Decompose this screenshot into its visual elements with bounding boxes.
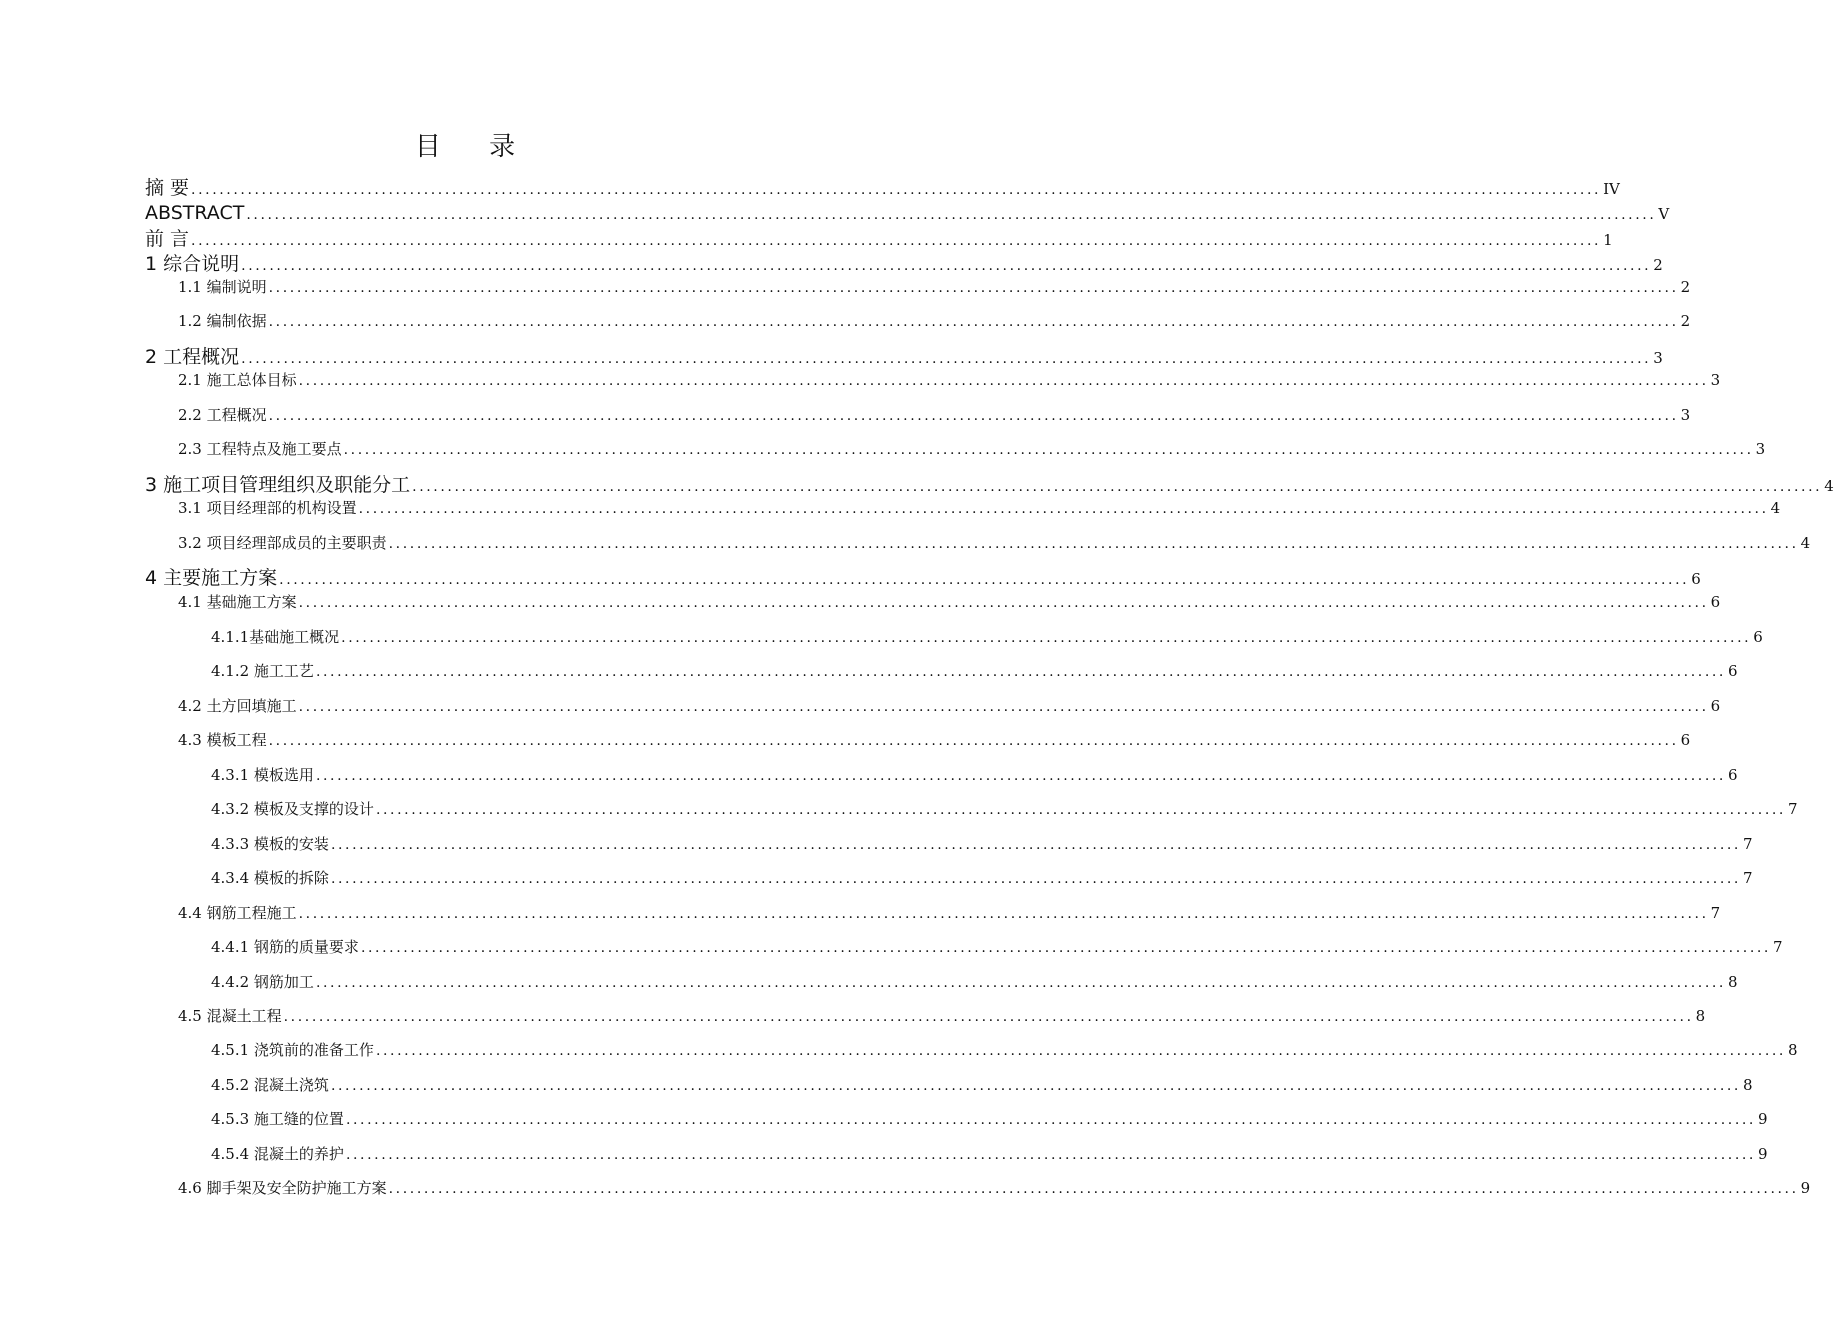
toc-dot-leader: ........................................................................................................................................................................................................ xyxy=(388,536,1799,552)
toc-entry-page-number: 3 xyxy=(1755,440,1766,458)
toc-entry-page-number: 8 xyxy=(1787,1041,1798,1059)
toc-entry-label: 4.5.4 混凝土的养护 xyxy=(211,1145,344,1163)
toc-entry[interactable] xyxy=(178,695,1721,717)
toc-entry-label: 1 综合说明 xyxy=(145,253,240,275)
toc-entry-label: ABSTRACT xyxy=(145,202,245,224)
toc-entry-label: 4.5 混凝土工程 xyxy=(178,1007,282,1025)
toc-entry[interactable] xyxy=(211,1143,1768,1165)
toc-entry[interactable] xyxy=(145,227,1613,251)
toc-dot-leader: ........................................................................................................................................................................................................ xyxy=(315,664,1726,680)
toc-entry-page-number: 6 xyxy=(1753,628,1763,646)
toc-entry-label: 4.3.3 模板的安装 xyxy=(211,835,329,853)
toc-entry-label: 1.2 编制依据 xyxy=(178,312,267,330)
toc-dot-leader: ........................................................................................................................................................................................................ xyxy=(268,314,1679,330)
toc-entry[interactable] xyxy=(178,310,1691,332)
toc-entry[interactable] xyxy=(211,936,1783,958)
toc-dot-leader: ........................................................................................................................................................................................................ xyxy=(315,768,1726,784)
toc-entry[interactable] xyxy=(145,566,1701,590)
toc-entry[interactable] xyxy=(211,764,1738,786)
toc-dot-leader: ........................................................................................................................................................................................................ xyxy=(241,258,1652,274)
toc-entry[interactable] xyxy=(178,532,1811,554)
toc-entry-label: 2.2 工程概况 xyxy=(178,406,267,424)
toc-entry-label: 4.5.3 施工缝的位置 xyxy=(211,1110,344,1128)
toc-dot-leader: ........................................................................................................................................................................................................ xyxy=(341,630,1752,646)
toc-entry[interactable] xyxy=(145,252,1663,276)
toc-entry-label: 2.1 施工总体目标 xyxy=(178,371,297,389)
toc-entry-label: 3.2 项目经理部成员的主要职责 xyxy=(178,534,387,552)
toc-entry-label: 4.6 脚手架及安全防护施工方案 xyxy=(178,1179,387,1197)
toc-entry-label: 4.5.1 浇筑前的准备工作 xyxy=(211,1041,374,1059)
toc-entry-page-number: 9 xyxy=(1757,1145,1768,1163)
toc-entry-page-number: 6 xyxy=(1680,731,1691,749)
toc-entry[interactable] xyxy=(145,473,1834,497)
toc-entry[interactable] xyxy=(211,1039,1798,1061)
toc-entry-label: 4.2 土方回填施工 xyxy=(178,697,297,715)
toc-entry-label: 4.3.4 模板的拆除 xyxy=(211,869,329,887)
toc-dot-leader: ........................................................................................................................................................................................................ xyxy=(298,699,1709,715)
toc-dot-leader: ........................................................................................................................................................................................................ xyxy=(375,802,1786,818)
toc-entry-page-number: 9 xyxy=(1757,1110,1768,1128)
toc-entry-page-number: 8 xyxy=(1742,1076,1753,1094)
toc-dot-leader: ........................................................................................................................................................................................................ xyxy=(283,1009,1694,1025)
toc-entry[interactable] xyxy=(211,626,1763,648)
toc-entry-label: 3 施工项目管理组织及职能分工 xyxy=(145,474,411,496)
toc-entry-page-number: V xyxy=(1658,205,1670,223)
toc-entry-label: 4.4.1 钢筋的质量要求 xyxy=(211,938,359,956)
toc-dot-leader: ........................................................................................................................................................................................................ xyxy=(360,940,1771,956)
toc-entry-label: 4.1.2 施工工艺 xyxy=(211,662,314,680)
toc-entry-label: 4 主要施工方案 xyxy=(145,567,278,589)
toc-dot-leader: ........................................................................................................................................................................................................ xyxy=(191,233,1602,249)
toc-entry-label: 4.3.1 模板选用 xyxy=(211,766,314,784)
toc-dot-leader: ........................................................................................................................................................................................................ xyxy=(298,906,1709,922)
toc-dot-leader: ........................................................................................................................................................................................................ xyxy=(268,408,1679,424)
toc-entry-page-number: 7 xyxy=(1787,800,1798,818)
toc-dot-leader: ........................................................................................................................................................................................................ xyxy=(279,572,1690,588)
toc-entry[interactable] xyxy=(178,497,1781,519)
toc-entry-page-number: 1 xyxy=(1603,231,1613,249)
toc-entry-page-number: 4 xyxy=(1770,499,1781,517)
toc-entry[interactable] xyxy=(211,660,1738,682)
toc-entry-page-number: 7 xyxy=(1710,904,1721,922)
toc-dot-leader: ........................................................................................................................................................................................................ xyxy=(388,1181,1799,1197)
toc-entry[interactable] xyxy=(178,369,1721,391)
toc-entry-page-number: 4 xyxy=(1800,534,1811,552)
toc-entry[interactable] xyxy=(178,404,1691,426)
toc-entry[interactable] xyxy=(211,798,1798,820)
toc-dot-leader: ........................................................................................................................................................................................................ xyxy=(345,1112,1756,1128)
toc-entry-page-number: 7 xyxy=(1742,869,1753,887)
toc-entry[interactable] xyxy=(178,902,1721,924)
toc-dot-leader: ........................................................................................................................................................................................................ xyxy=(375,1043,1786,1059)
toc-entry-page-number: 3 xyxy=(1680,406,1691,424)
toc-dot-leader: ........................................................................................................................................................................................................ xyxy=(298,595,1709,611)
toc-dot-leader: ........................................................................................................................................................................................................ xyxy=(268,280,1679,296)
toc-entry-label: 4.3.2 模板及支撑的设计 xyxy=(211,800,374,818)
toc-entry-label: 4.1.1基础施工概况 xyxy=(211,628,340,646)
toc-dot-leader: ........................................................................................................................................................................................................ xyxy=(343,442,1754,458)
toc-entry-label: 2.3 工程特点及施工要点 xyxy=(178,440,342,458)
toc-entry[interactable] xyxy=(178,1177,1811,1199)
toc-entry-page-number: 8 xyxy=(1727,973,1738,991)
toc-entry-label: 4.5.2 混凝土浇筑 xyxy=(211,1076,329,1094)
toc-entry-page-number: 2 xyxy=(1680,278,1691,296)
toc-entry[interactable] xyxy=(178,729,1691,751)
toc-entry-label: 4.3 模板工程 xyxy=(178,731,267,749)
toc-entry[interactable] xyxy=(211,833,1753,855)
toc-entry-page-number: 6 xyxy=(1691,570,1701,588)
toc-entry-label: 3.1 项目经理部的机构设置 xyxy=(178,499,357,517)
toc-entry-page-number: IV xyxy=(1603,180,1620,198)
toc-entry[interactable] xyxy=(178,438,1766,460)
toc-dot-leader: ........................................................................................................................................................................................................ xyxy=(268,733,1679,749)
toc-dot-leader: ........................................................................................................................................................................................................ xyxy=(246,207,1657,223)
toc-entry[interactable] xyxy=(178,276,1691,298)
toc-entry-page-number: 7 xyxy=(1772,938,1783,956)
toc-entry-label: 4.4 钢筋工程施工 xyxy=(178,904,297,922)
toc-entry[interactable] xyxy=(145,176,1620,200)
toc-dot-leader: ........................................................................................................................................................................................................ xyxy=(191,182,1602,198)
toc-entry[interactable] xyxy=(145,345,1663,369)
toc-entry-page-number: 3 xyxy=(1710,371,1721,389)
toc-entry-page-number: 8 xyxy=(1695,1007,1706,1025)
toc-entry-label: 摘 要 xyxy=(145,177,190,199)
toc-entry-page-number: 3 xyxy=(1653,349,1663,367)
toc-entry[interactable] xyxy=(211,867,1753,889)
toc-entry[interactable] xyxy=(211,971,1738,993)
toc-dot-leader: ........................................................................................................................................................................................................ xyxy=(345,1147,1756,1163)
toc-entry-label: 4.1 基础施工方案 xyxy=(178,593,297,611)
toc-entry-label: 2 工程概况 xyxy=(145,346,240,368)
toc-dot-leader: ........................................................................................................................................................................................................ xyxy=(330,837,1741,853)
toc-dot-leader: ........................................................................................................................................................................................................ xyxy=(330,1078,1741,1094)
toc-dot-leader: ........................................................................................................................................................................................................ xyxy=(330,871,1741,887)
toc-entry-page-number: 6 xyxy=(1727,766,1738,784)
toc-dot-leader: ........................................................................................................................................................................................................ xyxy=(315,975,1726,991)
toc-dot-leader: ........................................................................................................................................................................................................ xyxy=(412,479,1823,495)
toc-entry-page-number: 7 xyxy=(1742,835,1753,853)
toc-entry[interactable] xyxy=(178,1005,1706,1027)
toc-entry[interactable] xyxy=(211,1074,1753,1096)
toc-entry[interactable] xyxy=(211,1108,1768,1130)
toc-entry-page-number: 2 xyxy=(1680,312,1691,330)
toc-entry-page-number: 2 xyxy=(1653,256,1663,274)
toc-dot-leader: ........................................................................................................................................................................................................ xyxy=(241,351,1652,367)
toc-entry-page-number: 9 xyxy=(1800,1179,1811,1197)
toc-entry[interactable] xyxy=(145,201,1670,225)
toc-entry-page-number: 6 xyxy=(1710,697,1721,715)
toc-dot-leader: ........................................................................................................................................................................................................ xyxy=(358,501,1769,517)
toc-entry-label: 4.4.2 钢筋加工 xyxy=(211,973,314,991)
toc-dot-leader: ........................................................................................................................................................................................................ xyxy=(298,373,1709,389)
toc-title: 目 录 xyxy=(414,132,536,162)
toc-entry[interactable] xyxy=(178,591,1721,613)
toc-entry-page-number: 4 xyxy=(1824,477,1834,495)
toc-entry-label: 1.1 编制说明 xyxy=(178,278,267,296)
toc-entry-page-number: 6 xyxy=(1710,593,1721,611)
toc-entry-label: 前 言 xyxy=(145,228,190,250)
toc-entry-page-number: 6 xyxy=(1727,662,1738,680)
